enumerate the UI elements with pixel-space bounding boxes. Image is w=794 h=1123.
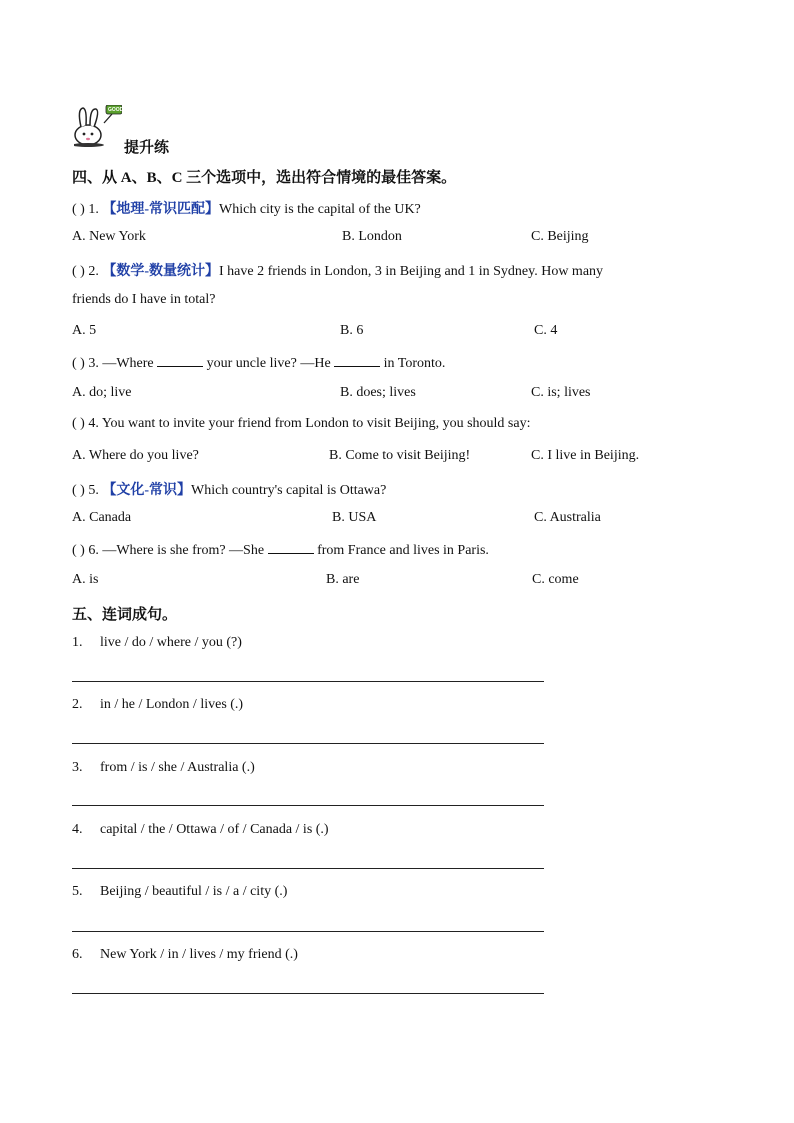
option-c: C. Australia (534, 510, 601, 525)
answer-line[interactable] (72, 805, 544, 806)
question-text: You want to invite your friend from London to visit Beijing, you should say: (101, 416, 531, 431)
item-number: 3. (72, 760, 83, 775)
option-b: B. 6 (340, 323, 364, 338)
answer-line[interactable] (72, 681, 544, 682)
question-6 (72, 541, 489, 559)
question-prefix: ( ) 6. —Where is she from? —She (72, 543, 268, 558)
option-a: A. is (72, 572, 99, 587)
answer-blank[interactable] (268, 541, 314, 554)
question-prefix: ( ) 2. (72, 264, 103, 279)
question-prefix: ( ) 3. —Where (72, 356, 158, 371)
option-c: C. come (532, 572, 579, 587)
question-prefix: ( ) 1. (72, 202, 103, 217)
option-a: A. Where do you live? (72, 448, 199, 463)
scrambled-words: Beijing / beautiful / is / a / city (.) (100, 884, 288, 899)
option-c: C. Beijing (531, 229, 589, 244)
scrambled-words: live / do / where / you (?) (100, 635, 242, 650)
option-a: A. 5 (72, 323, 97, 338)
item-number: 2. (72, 697, 83, 712)
option-b: B. London (342, 229, 402, 244)
question-3 (72, 354, 445, 372)
question-text-end: in Toronto. (380, 356, 446, 371)
section-label: 提升练 (124, 140, 170, 156)
item-number: 6. (72, 947, 83, 962)
option-c: C. 4 (534, 323, 558, 338)
question-2 (72, 260, 603, 280)
option-b: B. USA (332, 510, 377, 525)
question-text: your uncle live? —He (203, 356, 335, 371)
question-text: Which city is the capital of the UK? (219, 202, 421, 217)
question-tag: 【文化-常识】 (102, 483, 191, 498)
option-c: C. I live in Beijing. (531, 448, 640, 463)
answer-line[interactable] (72, 993, 544, 994)
scrambled-words: from / is / she / Australia (.) (100, 760, 255, 775)
question-5 (72, 479, 386, 499)
option-a: A. New York (72, 229, 146, 244)
scrambled-words: in / he / London / lives (.) (100, 697, 244, 712)
answer-blank[interactable] (157, 354, 203, 367)
item-number: 5. (72, 884, 83, 899)
question-text: Which country's capital is Ottawa? (191, 483, 387, 498)
item-number: 1. (72, 635, 83, 650)
question-tag: 【数学-数量统计】 (102, 264, 219, 279)
answer-blank[interactable] (334, 354, 380, 367)
question-prefix: ( ) 5. (72, 483, 103, 498)
question-text-end: from France and lives in Paris. (313, 543, 489, 558)
answer-line[interactable] (72, 868, 544, 869)
section-5-title: 五、连词成句。 (72, 607, 178, 623)
answer-line[interactable] (72, 931, 544, 932)
option-b: B. are (326, 572, 360, 587)
option-b: B. does; lives (340, 385, 416, 400)
question-text: I have 2 friends in London, 3 in Beijing and 1 in Sydney. How many (219, 264, 604, 279)
scrambled-words: New York / in / lives / my friend (.) (100, 947, 298, 962)
option-a: A. Canada (72, 510, 132, 525)
question-tag: 【地理-常识匹配】 (102, 202, 219, 217)
option-b: B. Come to visit Beijing! (329, 448, 471, 463)
question-1 (72, 198, 421, 218)
question-prefix: ( ) 4. (72, 416, 102, 431)
answer-line[interactable] (72, 743, 544, 744)
option-a: A. do; live (72, 385, 132, 400)
section-4-title: 四、从 A、B、C 三个选项中，选出符合情境的最佳答案。 (72, 170, 457, 186)
option-c: C. is; lives (531, 385, 591, 400)
scrambled-words: capital / the / Ottawa / of / Canada / is (.) (100, 822, 329, 837)
question-2-continued: friends do I have in total? (72, 292, 216, 307)
question-4 (72, 416, 530, 432)
sign-text: GOOD! (108, 107, 125, 113)
item-number: 4. (72, 822, 83, 837)
